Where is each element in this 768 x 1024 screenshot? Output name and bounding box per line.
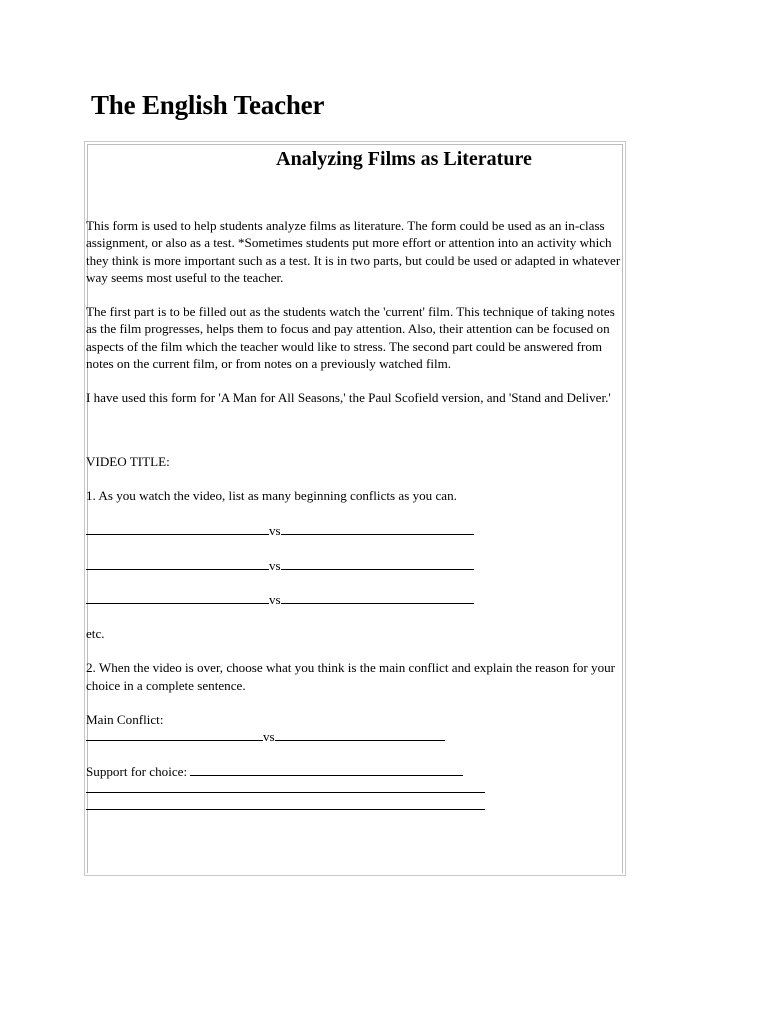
conflict-1-right-blank[interactable] <box>281 522 474 535</box>
support-line-3 <box>86 797 626 814</box>
conflict-2-left-blank[interactable] <box>86 557 269 570</box>
main-conflict-row <box>86 728 626 745</box>
main-conflict-left-blank[interactable] <box>86 728 263 741</box>
conflict-2-right-blank[interactable] <box>281 557 474 570</box>
document-body <box>86 217 626 815</box>
conflict-1-left-blank[interactable] <box>86 522 269 535</box>
intro-paragraph-1: This form is used to help students analyze films as literature. The form could be used as an in-class assignment, or also as a test. *Sometimes students put more effort or attention into an activity which they think is more important such as a test. It is in two parts, but could be used or adapted in whatever way seems most useful to the teacher. <box>86 218 621 285</box>
vs-label: vs <box>269 523 281 539</box>
question-2: 2. When the video is over, choose what you think is the main conflict and explain the reason for your choice in a complete sentence. <box>86 660 616 693</box>
conflict-row-3 <box>86 591 626 608</box>
vs-label: vs <box>269 591 281 607</box>
vs-label: vs <box>269 557 281 573</box>
support-line-2 <box>86 780 626 797</box>
conflict-3-left-blank[interactable] <box>86 591 269 604</box>
page-title: The English Teacher <box>91 90 325 120</box>
etc-label: etc. <box>86 626 105 642</box>
intro-paragraph-2: The first part is to be filled out as the students watch the 'current' film. This technique of taking notes as the film progresses, helps them to focus and pay attention. Also, their attention can be focused on aspects of the film which the teacher would like to stress. The second part could be answered from notes on the current film, or from notes on a previously watched film. <box>86 304 615 372</box>
conflict-row-2 <box>86 557 626 574</box>
support-blank-1[interactable] <box>190 763 463 776</box>
intro-paragraph-3: I have used this form for 'A Man for All Seasons,' the Paul Scofield version, and 'Stand and Deliver.' <box>86 390 611 406</box>
support-row <box>86 763 626 780</box>
support-blank-3[interactable] <box>86 797 485 810</box>
support-blank-2[interactable] <box>86 780 485 793</box>
main-conflict-label: Main Conflict: <box>86 712 164 728</box>
document-title: Analyzing Films as Literature <box>276 148 532 170</box>
question-1: 1. As you watch the video, list as many beginning conflicts as you can. <box>86 487 457 503</box>
support-label: Support for choice: <box>86 763 188 779</box>
conflict-row-1 <box>86 522 626 539</box>
vs-label: vs <box>263 729 275 745</box>
conflict-3-right-blank[interactable] <box>281 591 474 604</box>
video-title-label: VIDEO TITLE: <box>86 453 170 469</box>
main-conflict-right-blank[interactable] <box>275 728 445 741</box>
